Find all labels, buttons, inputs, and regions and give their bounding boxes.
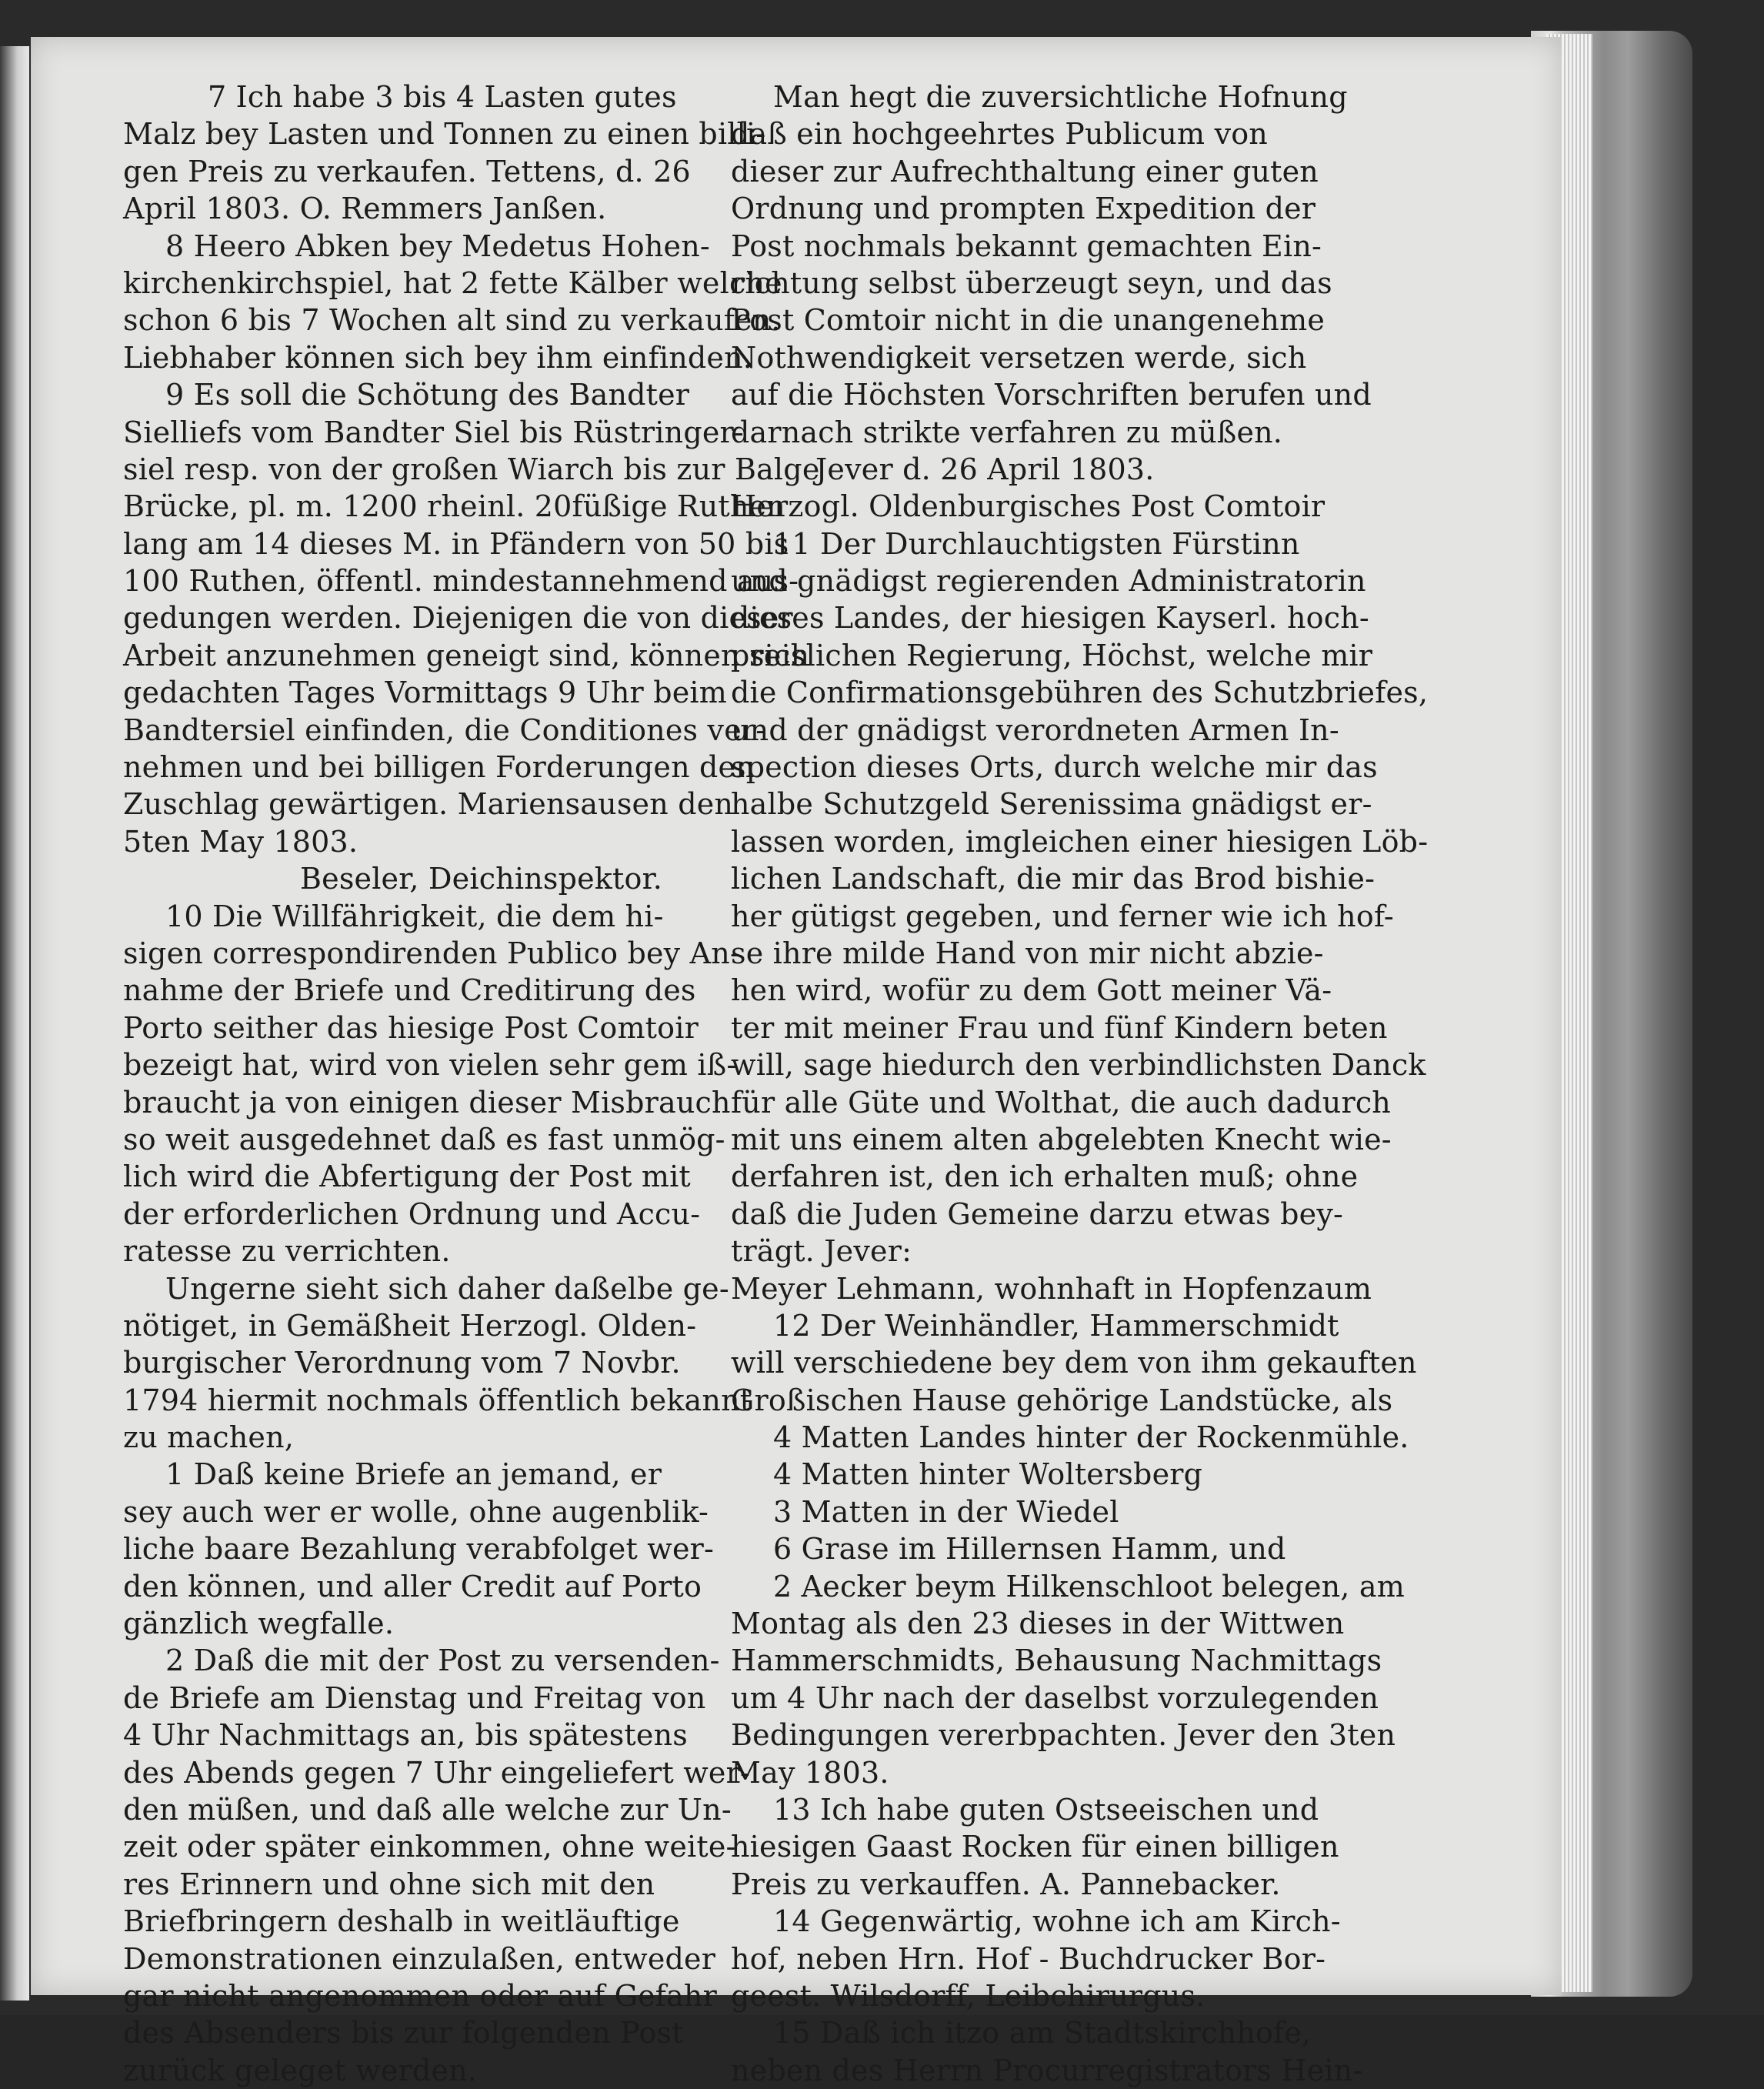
- text-line: Briefbringern deshalb in weitläuftige: [123, 1904, 680, 1939]
- text-line: Liebhaber können sich bey ihm einfinden.: [123, 340, 753, 375]
- text-line: burgischer Verordnung vom 7 Novbr.: [123, 1346, 681, 1380]
- text-line: 13 Ich habe guten Ostseeischen und: [773, 1792, 1319, 1827]
- text-line: siel resp. von der großen Wiarch bis zur Balge: [123, 452, 820, 486]
- text-line: des Abends gegen 7 Uhr eingeliefert wer-: [123, 1755, 751, 1790]
- text-line: Zuschlag gewärtigen. Mariensausen den: [123, 787, 734, 822]
- text-line: mit uns einem alten abgelebten Knecht wie-: [731, 1122, 1392, 1156]
- text-line: April 1803. O. Remmers Janßen.: [123, 192, 607, 226]
- text-line: Arbeit anzunehmen geneigt sind, können sich: [123, 638, 810, 672]
- text-line: will verschiedene bey dem von ihm gekauften: [731, 1346, 1417, 1380]
- text-line: 8 Heero Abken bey Medetus Hohen-: [165, 229, 710, 263]
- text-line: richtung selbst überzeugt seyn, und das: [731, 265, 1332, 300]
- text-line: nahme der Briefe und Creditirung des: [123, 973, 696, 1008]
- text-line: se ihre milde Hand von mir nicht abzie-: [731, 936, 1324, 970]
- text-line: spection dieses Orts, durch welche mir das: [731, 750, 1378, 785]
- text-line: res Erinnern und ohne sich mit den: [123, 1867, 655, 1901]
- text-line: gedungen werden. Diejenigen die von dieser: [123, 601, 793, 636]
- text-line: liche baare Bezahlung verabfolget wer-: [123, 1532, 715, 1567]
- text-line: Bandtersiel einfinden, die Conditiones ver-: [123, 712, 766, 747]
- text-line: Bedingungen vererbpachten. Jever den 3ten: [731, 1718, 1396, 1753]
- text-line: ter mit meiner Frau und fünf Kindern beten: [731, 1010, 1388, 1045]
- text-line: gänzlich wegfalle.: [123, 1607, 395, 1641]
- text-line: halbe Schutzgeld Serenissima gnädigst er-: [731, 787, 1372, 822]
- text-line: Porto seither das hiesige Post Comtoir: [123, 1010, 699, 1045]
- text-line: gar nicht angenommen oder auf Gefahr: [123, 1978, 717, 2013]
- text-line: gen Preis zu verkaufen. Tettens, d. 26: [123, 154, 691, 189]
- text-line: nötiget, in Gemäßheit Herzogl. Olden-: [123, 1308, 697, 1343]
- text-line: hiesigen Gaast Rocken für einen billigen: [731, 1830, 1339, 1864]
- text-line: Meyer Lehmann, wohnhaft in Hopfenzaum: [731, 1271, 1372, 1306]
- text-line: preislichen Regierung, Höchst, welche mir: [731, 638, 1373, 672]
- text-line: hen wird, wofür zu dem Gott meiner Vä-: [731, 973, 1332, 1008]
- text-line: braucht ja von einigen dieser Misbrauch: [123, 1085, 731, 1120]
- text-line: und der gnädigst verordneten Armen In-: [731, 712, 1339, 747]
- text-line: Malz bey Lasten und Tonnen zu einen billi-: [123, 117, 766, 152]
- right-text-column: [731, 78, 1429, 2089]
- text-line: Nothwendigkeit versetzen werde, sich: [731, 340, 1307, 375]
- text-line: trägt. Jever:: [731, 1234, 912, 1269]
- text-line: 5ten May 1803.: [123, 824, 358, 859]
- text-line: neben des Herrn Procurregistrators Hein-: [731, 2053, 1363, 2087]
- text-line: die Confirmationsgebühren des Schutzbriefes,: [731, 676, 1429, 710]
- text-line: Ungerne sieht sich daher daßelbe ge-: [165, 1271, 729, 1306]
- text-line: lang am 14 dieses M. in Pfändern von 50 bis: [123, 526, 789, 561]
- text-line: nehmen und bei billigen Forderungen den: [123, 750, 755, 785]
- text-line: 2 Aecker beym Hilkenschloot belegen, am: [773, 1569, 1405, 1603]
- text-line: Beseler, Deichinspektor.: [300, 862, 663, 896]
- text-line: 1 Daß keine Briefe an jemand, er: [165, 1457, 662, 1492]
- text-line: daß die Juden Gemeine darzu etwas bey-: [731, 1196, 1344, 1231]
- text-line: 6 Grase im Hillernsen Hamm, und: [773, 1532, 1286, 1567]
- text-line: schon 6 bis 7 Wochen alt sind zu verkaufen.: [123, 303, 781, 338]
- text-line: Montag als den 23 dieses in der Wittwen: [731, 1607, 1345, 1641]
- text-line: um 4 Uhr nach der daselbst vorzulegenden: [731, 1680, 1379, 1715]
- text-line: Post Comtoir nicht in die unangenehme: [731, 303, 1326, 338]
- text-line: Herzogl. Oldenburgisches Post Comtoir: [731, 489, 1326, 524]
- text-line: den müßen, und daß alle welche zur Un-: [123, 1792, 732, 1827]
- text-line: Demonstrationen einzulaßen, entweder: [123, 1941, 716, 1976]
- text-line: der erforderlichen Ordnung und Accu-: [123, 1196, 701, 1231]
- text-line: 9 Es soll die Schötung des Bandter: [165, 378, 690, 412]
- text-line: 4 Uhr Nachmittags an, bis spätestens: [123, 1718, 688, 1753]
- text-line: Post nochmals bekannt gemachten Ein-: [731, 229, 1322, 263]
- text-line: 4 Matten Landes hinter der Rockenmühle.: [773, 1420, 1409, 1455]
- text-line: lichen Landschaft, die mir das Brod bishie-: [731, 862, 1376, 896]
- text-line: Brücke, pl. m. 1200 rheinl. 20füßige Ruthen: [123, 489, 785, 524]
- text-line: sey auch wer er wolle, ohne augenblik-: [123, 1494, 709, 1529]
- text-line: 14 Gegenwärtig, wohne ich am Kirch-: [773, 1904, 1341, 1939]
- facing-page-edge: [0, 46, 29, 2001]
- text-line: 12 Der Weinhändler, Hammerschmidt: [773, 1308, 1339, 1343]
- text-line: den können, und aller Credit auf Porto: [123, 1569, 702, 1603]
- text-line: kirchenkirchspiel, hat 2 fette Kälber welche: [123, 265, 782, 300]
- text-line: für alle Güte und Wolthat, die auch dadurch: [731, 1085, 1391, 1120]
- text-line: 4 Matten hinter Woltersberg: [773, 1457, 1203, 1492]
- text-line: und gnädigst regierenden Administratorin: [731, 564, 1366, 599]
- text-line: 100 Ruthen, öffentl. mindestannehmend aus-: [123, 564, 799, 599]
- text-line: hof, neben Hrn. Hof - Buchdrucker Bor-: [731, 1941, 1326, 1976]
- text-line: gedachten Tages Vormittags 9 Uhr beim: [123, 676, 727, 710]
- text-line: 15 Daß ich itzo am Stadtskirchhofe,: [773, 2016, 1312, 2051]
- text-line: geest. Wilsdorff, Leibchirurgus.: [731, 1978, 1205, 2013]
- text-line: ratesse zu verrichten.: [123, 1234, 451, 1269]
- text-line: lich wird die Abfertigung der Post mit: [123, 1160, 691, 1194]
- text-line: 10 Die Willfährigkeit, die dem hi-: [165, 899, 664, 933]
- left-text-column: [123, 78, 820, 2089]
- text-line: 11 Der Durchlauchtigsten Fürstinn: [773, 526, 1300, 561]
- text-line: Hammerschmidts, Behausung Nachmittags: [731, 1644, 1382, 1678]
- text-line: will, sage hiedurch den verbindlichsten Danck: [731, 1048, 1426, 1083]
- text-line: bezeigt hat, wird von vielen sehr gem iß-: [123, 1048, 737, 1083]
- text-line: zu machen,: [123, 1420, 295, 1455]
- text-line: 1794 hiermit nochmals öffentlich bekannt: [123, 1383, 752, 1417]
- text-line: lassen worden, imgleichen einer hiesigen Löb-: [731, 824, 1429, 859]
- text-line: Preis zu verkauffen. A. Pannebacker.: [731, 1867, 1281, 1901]
- text-line: her gütigst gegeben, und ferner wie ich hof-: [731, 899, 1394, 933]
- text-line: Jever d. 26 April 1803.: [815, 452, 1155, 486]
- text-line: des Absenders bis zur folgenden Post: [123, 2016, 684, 2051]
- text-line: 3 Matten in der Wiedel: [773, 1494, 1119, 1529]
- text-line: derfahren ist, den ich erhalten muß; ohne: [731, 1160, 1359, 1194]
- text-line: Großischen Hause gehörige Landstücke, als: [731, 1383, 1393, 1417]
- text-line: dieser zur Aufrechthaltung einer guten: [731, 154, 1319, 189]
- text-line: zeit oder später einkommen, ohne weite-: [123, 1830, 736, 1864]
- text-line: zurück geleget werden.: [123, 2053, 478, 2087]
- text-line: darnach strikte verfahren zu müßen.: [731, 415, 1283, 449]
- text-line: de Briefe am Dienstag und Freitag von: [123, 1680, 706, 1715]
- text-line: 2 Daß die mit der Post zu versenden-: [165, 1644, 720, 1678]
- text-line: Ordnung und prompten Expedition der: [731, 192, 1316, 226]
- text-line: dieses Landes, der hiesigen Kayserl. hoch-: [731, 601, 1369, 636]
- text-line: Man hegt die zuversichtliche Hofnung: [773, 80, 1348, 114]
- text-line: May 1803.: [731, 1755, 889, 1790]
- text-line: sigen correspondirenden Publico bey An-: [123, 936, 740, 970]
- text-line: Sielliefs vom Bandter Siel bis Rüstringer-: [123, 415, 744, 449]
- text-line: daß ein hochgeehrtes Publicum von: [731, 117, 1268, 152]
- text-line: auf die Höchsten Vorschriften berufen und: [731, 378, 1372, 412]
- text-line: so weit ausgedehnet daß es fast unmög-: [123, 1122, 725, 1156]
- text-line: 7 Ich habe 3 bis 4 Lasten gutes: [208, 80, 677, 114]
